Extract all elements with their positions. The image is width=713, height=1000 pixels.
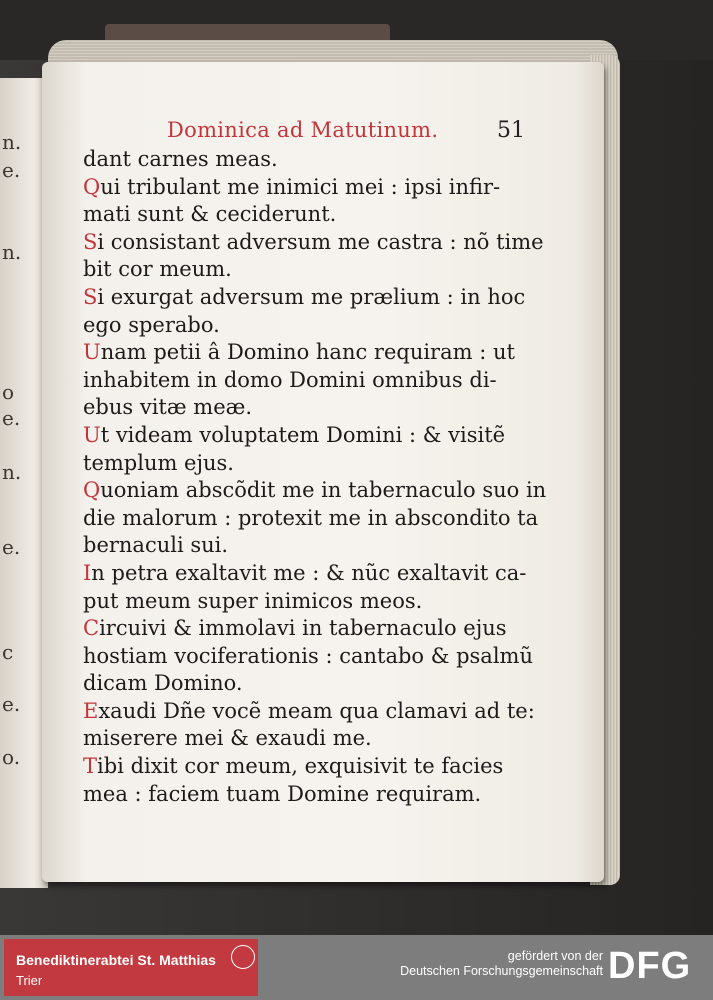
text-line [83, 312, 533, 340]
text-line [83, 422, 533, 450]
left-page-fragment: o [2, 380, 15, 404]
rubric-initial: Q [83, 174, 101, 199]
rubric-initial: T [83, 754, 98, 779]
text-line [83, 725, 533, 753]
dfg-logo[interactable]: DFG [608, 945, 692, 987]
line-text: miserere mei & exaudi me. [83, 726, 372, 751]
funding-text [368, 949, 603, 979]
line-text: dicam Domino. [83, 671, 243, 696]
running-header: Dominica ad Matutinum. [167, 118, 439, 142]
line-text: inhabitem in domo Domini omnibus di- [83, 367, 497, 392]
text-line [83, 670, 533, 698]
text-line [83, 753, 533, 781]
left-page-fragment: n. [2, 460, 22, 484]
line-text: t videam voluptatem Domini : & visitẽ [100, 422, 506, 447]
institution-badge[interactable] [4, 939, 258, 996]
line-text: bernaculi sui. [83, 533, 229, 558]
text-line [83, 643, 533, 671]
text-line [83, 339, 533, 367]
line-text: ebus vitæ meæ. [83, 395, 253, 420]
text-line [83, 174, 533, 202]
line-text: ui tribulant me inimici mei : ipsi infir- [100, 174, 501, 199]
rubric-initial: U [83, 422, 101, 447]
left-page-fragment: n. [2, 130, 22, 154]
text-line [83, 477, 547, 505]
text-line [83, 367, 533, 395]
funding-line-1: gefördert von der [507, 949, 603, 963]
line-text: dant carnes meas. [83, 147, 278, 171]
line-text: die malorum : protexit me in abscondito ta [83, 505, 539, 530]
line-text: mati sunt & ceciderunt. [83, 202, 337, 227]
text-line [83, 505, 539, 533]
left-page-fragment: n. [2, 240, 22, 264]
line-text: n petra exaltavit me : & nũc exaltavit ca- [91, 560, 527, 585]
text-line [83, 532, 533, 560]
left-page-fragment: c [2, 640, 14, 664]
line-text: templum ejus. [83, 450, 234, 475]
page-text [83, 146, 547, 808]
text-line [83, 698, 533, 726]
left-page-strip [0, 78, 48, 888]
rubric-initial: S [83, 229, 98, 254]
line-text: hostiam vociferationis : cantabo & psalmũ [83, 643, 533, 668]
line-text: i exurgat adversum me prælium : in hoc [97, 284, 526, 309]
line-text: nam petii â Domino hanc requiram : ut [100, 340, 515, 365]
text-line [83, 394, 533, 422]
left-page-fragment: o. [2, 745, 21, 769]
abbey-logo-icon [231, 945, 255, 969]
institution-city: Trier [16, 973, 43, 988]
line-text: bit cor meum. [83, 257, 232, 282]
rubric-initial: S [83, 284, 98, 309]
text-line [83, 146, 533, 174]
line-text: ego sperabo. [83, 312, 220, 337]
left-page-fragment: e. [2, 158, 21, 182]
text-line [83, 560, 533, 588]
line-text: i consistant adversum me castra : nõ time [97, 229, 544, 254]
institution-name: Benediktinerabtei St. Matthias [16, 952, 216, 968]
rubric-initial: C [83, 616, 100, 641]
left-page-fragment: e. [2, 692, 21, 716]
text-line [83, 588, 533, 616]
page-number: 51 [497, 118, 525, 143]
rubric-initial: U [83, 340, 101, 365]
footer-bar [0, 935, 713, 1000]
left-page-fragment: e. [2, 406, 21, 430]
text-line [83, 256, 533, 284]
text-line [83, 615, 533, 643]
rubric-initial: Q [83, 478, 101, 503]
text-line [83, 229, 544, 257]
line-text: mea : faciem tuam Domine requiram. [83, 781, 482, 806]
rubric-initial: I [83, 560, 92, 585]
text-line [83, 284, 533, 312]
rubric-initial: E [83, 698, 99, 723]
left-page-fragment: e. [2, 535, 21, 559]
text-line [83, 201, 533, 229]
line-text: ibi dixit cor meum, exquisivit te facies [97, 754, 504, 779]
line-text: xaudi Dñe vocẽ meam qua clamavi ad te: [98, 698, 535, 723]
text-line [83, 450, 533, 478]
line-text: ircuivi & immolavi in tabernaculo ejus [99, 616, 507, 641]
line-text: put meum super inimicos meos. [83, 588, 423, 613]
text-line [83, 781, 533, 809]
line-text: uoniam abscõdit me in tabernaculo suo in [100, 478, 547, 503]
funding-line-2: Deutschen Forschungsgemeinschaft [400, 964, 603, 978]
